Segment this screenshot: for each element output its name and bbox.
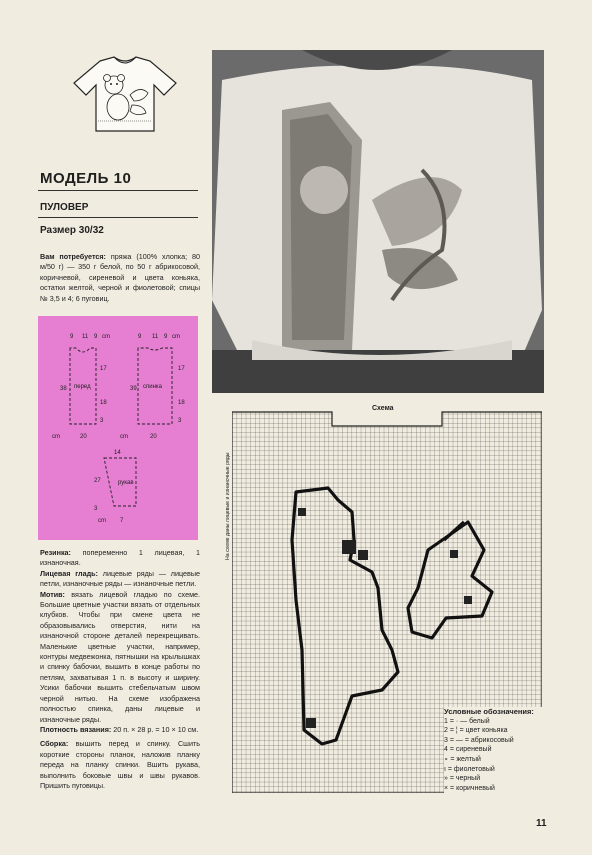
back-side-dim: 3 [178,418,182,424]
front-top-dim: 9 [94,334,98,340]
legend-item: ı = фиолетовый [444,765,495,773]
front-width-dim: 20 [80,434,87,440]
scheme-title: Схема [372,405,394,412]
instruction-text: попеременно 1 лицевая, 1 изнаночная. [40,548,200,568]
instruction-label: Лицевая гладь: [40,568,98,578]
sweater-thumbnail-icon [70,55,180,133]
chart-legend [444,707,554,793]
instruction-text: вышить перед и спинку. Сшить короткие стороны планок, наложив планку переда на планку спинки. Вшить рукава, выполнить боковые швы и швы рукавов. Пришить пуговицы. [40,739,200,790]
back-side-dim: 17 [178,366,185,372]
instructions-block [40,548,200,791]
cm-unit: cm [98,518,106,524]
model-title: МОДЕЛЬ 10 [40,170,132,187]
garment-type: ПУЛОВЕР [40,202,89,213]
instruction-label: Сборка: [40,739,69,749]
sleeve-cuff-dim: 3 [94,506,98,512]
instruction-label: Плотность вязания: [40,724,112,734]
back-top-dim: 11 [152,334,159,340]
legend-item: 4 = сиреневый [444,746,492,754]
back-top-dim: 9 [164,334,168,340]
instruction-text: лицевые ряды — лицевые петли, изнаночные ряды — изнаночные петли. [40,568,200,589]
front-top-dim: 11 [82,334,89,340]
legend-item: × = коричневый [444,784,495,792]
front-side-dim: 3 [100,418,104,424]
cm-unit: cm [102,334,110,340]
legend-item: » = черный [444,775,481,783]
materials-label: Вам потребуется: [40,252,106,261]
divider [38,217,198,218]
legend-title: Условные обозначения: [444,707,534,716]
cm-unit: cm [52,434,60,440]
instruction-paragraph [40,739,200,791]
sleeve-label: рукав [118,480,134,486]
page-number: 11 [536,818,547,829]
instruction-paragraph [40,569,200,590]
back-label: спинка [143,384,163,390]
legend-item: 1 = · — белый [444,717,490,725]
instruction-text: 20 п. × 28 р. = 10 × 10 см. [113,724,199,734]
front-height-dim: 38 [60,386,67,392]
pattern-diagram-panel [38,316,198,540]
instruction-label: Мотив: [40,589,65,599]
instruction-paragraph [40,590,200,725]
materials-text: пряжа (100% хлопка; 80 м/50 г) — 350 г белой, по 50 г абрикосовой, коричневой, сиреневой и цвета коньяка, остатки желтой, черной и фиолетовой; спицы № 3,5 и 4; 6 пуговиц. [40,252,201,303]
front-side-dim: 17 [100,366,107,372]
back-width-dim: 20 [150,434,157,440]
materials-paragraph [40,252,200,304]
back-height-dim: 39 [130,386,137,392]
sweater-photo-image [212,50,544,393]
divider [38,190,198,191]
legend-item: 2 = ¦ = цвет коньяка [444,727,508,735]
instruction-label: Резинка: [40,548,71,557]
scheme-side-caption [222,420,232,560]
legend-item: 3 = — = абрикосовый [444,736,514,744]
cm-unit: cm [172,334,180,340]
legend-item: ∘ = желтый [444,755,481,763]
front-side-dim: 18 [100,400,107,406]
scheme-side-caption-text: На схеме даны лицевые и изнаночные ряды [225,452,231,560]
sleeve-bottom-dim: 7 [120,518,124,524]
instruction-paragraph [40,548,200,569]
front-top-dim: 9 [70,334,74,340]
back-top-dim: 9 [138,334,142,340]
instruction-paragraph [40,725,200,735]
size-heading: Размер 30/32 [40,225,104,236]
cm-unit: cm [120,434,128,440]
instruction-text: вязать лицевой гладью по схеме. Большие цветные участки вязать от отдельных клубков. Чтобы при смене цвета не образовывались отверстия, нити на изнаночной стороне деталей перекрещивать. Маленькие цветные участки, например, контуры медвежонка, пятнышки на крылышках и спинку бабочки, вышить в конце работы по петлям, захватывая 1 п. в высоту и ширину. Усики бабочки вышить стебельчатым швом черной нитью. На схеме изображена полностью спинка, даны лицевые и изнаночные ряды. [40,589,201,724]
front-label: перед [74,384,91,390]
back-side-dim: 18 [178,400,185,406]
sleeve-top-dim: 14 [114,450,121,456]
pattern-diagram [38,316,198,540]
sweater-photo [212,50,544,393]
sleeve-height-dim: 27 [94,478,101,484]
